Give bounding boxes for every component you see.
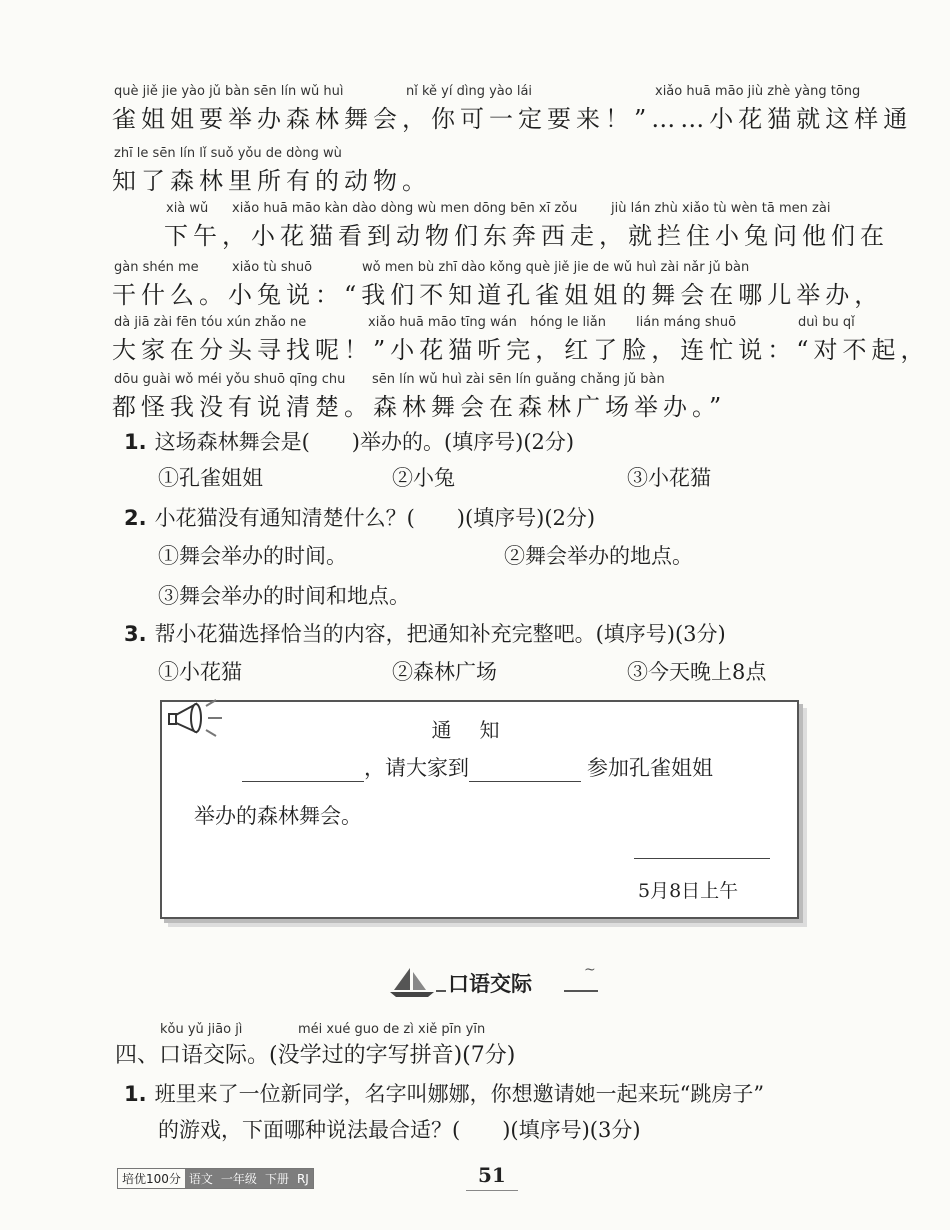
notice-text-b: 参加孔雀姐姐 bbox=[587, 756, 713, 780]
sailboat-icon bbox=[388, 966, 438, 998]
question-2 bbox=[124, 502, 595, 532]
notice-blank-2[interactable] bbox=[469, 755, 581, 782]
oral-section-bar bbox=[388, 962, 598, 1002]
question-1-text: 这场森林舞会是( )举办的。(填序号)(2分) bbox=[154, 430, 575, 454]
pinyin-line-3a: xià wǔ bbox=[166, 201, 209, 216]
notice-text-a: ，请大家到 bbox=[364, 756, 469, 780]
pinyin-line-4a: gàn shén me bbox=[114, 260, 199, 275]
part4-q1-line1: 班里来了一位新同学，名字叫娜娜，你想邀请她一起来玩“跳房子” bbox=[154, 1082, 765, 1106]
page-number: 51 bbox=[478, 1163, 506, 1187]
question-1 bbox=[124, 426, 574, 456]
pinyin-line-3b: xiǎo huā māo kàn dào dòng wù men dōng bēn xī zǒu bbox=[232, 201, 578, 216]
footer-badge-grade: 一年级 bbox=[217, 1169, 261, 1188]
notice-blank-1[interactable] bbox=[242, 755, 364, 782]
question-2-text: 小花猫没有通知清楚什么？( )(填序号)(2分) bbox=[154, 506, 596, 530]
pinyin-line-1b: nǐ kě yí dìng yào lái bbox=[406, 84, 533, 99]
pinyin-line-5d: lián máng shuō bbox=[636, 315, 737, 330]
notice-date: 5月8日上午 bbox=[638, 880, 739, 902]
pinyin-line-5a: dà jiā zài fēn tóu xún zhǎo ne bbox=[114, 315, 307, 330]
question-3 bbox=[124, 618, 726, 648]
megaphone-icon bbox=[166, 696, 238, 742]
footer-badge-volume: 下册 bbox=[261, 1169, 293, 1188]
notice-card bbox=[160, 700, 799, 919]
part4-pinyin-a: kǒu yǔ jiāo jì bbox=[160, 1022, 243, 1037]
pinyin-line-4b: xiǎo tù shuō bbox=[232, 260, 313, 275]
story-line-4: 干什么。小兔说：“我们不知道孔雀姐姐的舞会在哪儿举办， bbox=[112, 281, 884, 309]
pinyin-line-1c: xiǎo huā māo jiù zhè yàng tōng bbox=[655, 84, 861, 99]
q1-option-1: ①孔雀姐姐 bbox=[158, 466, 263, 490]
pinyin-line-5b: xiǎo huā māo tīng wán bbox=[368, 315, 517, 330]
question-3-number: 3. bbox=[124, 622, 147, 646]
story-line-5: 大家在分头寻找呢！”小花猫听完，红了脸，连忙说：“对不起， bbox=[112, 336, 930, 364]
part4-pinyin-b: méi xué guo de zì xiě pīn yīn bbox=[298, 1022, 486, 1037]
story-line-2: 知了森林里所有的动物。 bbox=[112, 167, 431, 195]
q1-option-3: ③小花猫 bbox=[627, 466, 711, 490]
story-line-3: 下午，小花猫看到动物们东奔西走，就拦住小兔问他们在 bbox=[164, 222, 889, 250]
question-1-number: 1. bbox=[124, 430, 147, 454]
q1-option-2: ②小兔 bbox=[392, 466, 455, 490]
footer-badge bbox=[117, 1168, 314, 1189]
pinyin-line-4c: wǒ men bù zhī dào kǒng què jiě jie de wǔ huì zài nǎr jǔ bàn bbox=[362, 260, 750, 275]
q3-option-2: ②森林广场 bbox=[392, 660, 497, 684]
page-number-underline bbox=[466, 1190, 518, 1191]
story-line-1: 雀姐姐要举办森林舞会，你可一定要来！”……小花猫就这样通 bbox=[112, 105, 913, 133]
notice-title: 通知 bbox=[431, 718, 528, 742]
pinyin-line-5e: duì bu qǐ bbox=[798, 315, 855, 330]
pinyin-line-5c: hóng le liǎn bbox=[530, 315, 606, 330]
question-3-text: 帮小花猫选择恰当的内容，把通知补充完整吧。(填序号)(3分) bbox=[154, 622, 726, 646]
section-bar-swirl: ~ bbox=[584, 962, 596, 978]
part4-q1-number: 1. bbox=[124, 1082, 147, 1106]
pinyin-line-6b: sēn lín wǔ huì zài sēn lín guǎng chǎng jǔ bàn bbox=[372, 372, 665, 387]
part4-question-1 bbox=[124, 1078, 764, 1108]
q2-option-1: ①舞会举办的时间。 bbox=[158, 544, 347, 568]
q3-option-3: ③今天晚上8点 bbox=[627, 660, 767, 684]
q2-option-2: ②舞会举办的地点。 bbox=[504, 544, 693, 568]
notice-signature-blank[interactable] bbox=[634, 834, 770, 859]
footer-badge-brand: 培优100分 bbox=[122, 1172, 181, 1186]
notice-line-1 bbox=[242, 752, 713, 782]
oral-section-title: 口语交际 bbox=[448, 972, 532, 996]
section-bar-line-right bbox=[564, 990, 598, 992]
story-line-6: 都怪我没有说清楚。森林舞会在森林广场举办。” bbox=[112, 393, 727, 421]
q2-option-3: ③舞会举办的时间和地点。 bbox=[158, 584, 410, 608]
question-2-number: 2. bbox=[124, 506, 147, 530]
section-bar-line-left bbox=[436, 990, 446, 992]
part4-heading: 四、口语交际。(没学过的字写拼音)(7分) bbox=[115, 1043, 516, 1068]
pinyin-line-1a: què jiě jie yào jǔ bàn sēn lín wǔ huì bbox=[114, 84, 344, 99]
pinyin-line-2: zhī le sēn lín lǐ suǒ yǒu de dòng wù bbox=[114, 146, 342, 161]
notice-text-c: 举办的森林舞会。 bbox=[194, 804, 362, 828]
q3-option-1: ①小花猫 bbox=[158, 660, 242, 684]
pinyin-line-3c: jiù lán zhù xiǎo tù wèn tā men zài bbox=[611, 201, 831, 216]
pinyin-line-6a: dōu guài wǒ méi yǒu shuō qīng chu bbox=[114, 372, 346, 387]
part4-q1-line2: 的游戏，下面哪种说法最合适？( )(填序号)(3分) bbox=[158, 1118, 641, 1142]
footer-badge-subject: 语文 bbox=[185, 1169, 217, 1188]
footer-badge-edition: RJ bbox=[293, 1169, 313, 1188]
